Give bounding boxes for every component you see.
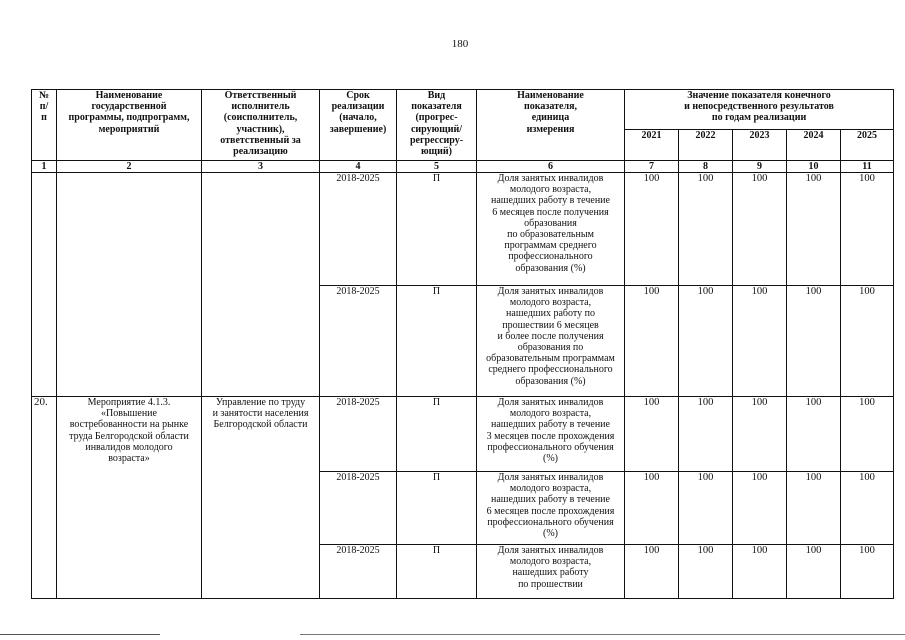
value-cell: 100 bbox=[733, 173, 787, 286]
header-indicator-name: Наименование показателя, единица измерения bbox=[477, 90, 625, 161]
program-name-cell bbox=[57, 173, 202, 397]
value-cell: 100 bbox=[733, 286, 787, 397]
value-cell: 100 bbox=[733, 472, 787, 545]
header-executor: Ответственный исполнитель (соисполнитель, участник), ответственный за реализацию bbox=[202, 90, 320, 161]
value-cell: 100 bbox=[841, 286, 894, 397]
indicator-type-cell: П bbox=[397, 397, 477, 472]
executor-cell bbox=[202, 173, 320, 397]
term-cell: 2018-2025 bbox=[320, 545, 397, 599]
term-cell: 2018-2025 bbox=[320, 397, 397, 472]
row-number bbox=[32, 173, 57, 397]
header-program-name: Наименование государственной программы, подпрограмм, мероприятий bbox=[57, 90, 202, 161]
value-cell: 100 bbox=[841, 545, 894, 599]
column-number: 2 bbox=[57, 161, 202, 173]
program-table bbox=[31, 89, 894, 599]
value-cell: 100 bbox=[679, 286, 733, 397]
value-cell: 100 bbox=[679, 397, 733, 472]
value-cell: 100 bbox=[841, 173, 894, 286]
column-number: 3 bbox=[202, 161, 320, 173]
value-cell: 100 bbox=[787, 286, 841, 397]
indicator-type-cell: П bbox=[397, 286, 477, 397]
column-number: 9 bbox=[733, 161, 787, 173]
indicator-type-cell: П bbox=[397, 545, 477, 599]
column-number: 1 bbox=[32, 161, 57, 173]
value-cell: 100 bbox=[625, 472, 679, 545]
header-indicator-type: Вид показателя (прогрес- сирующий/ регрессиру- ющий) bbox=[397, 90, 477, 161]
value-cell: 100 bbox=[787, 173, 841, 286]
header-year: 2024 bbox=[787, 130, 841, 161]
column-number: 7 bbox=[625, 161, 679, 173]
column-number: 8 bbox=[679, 161, 733, 173]
indicator-name-cell: Доля занятых инвалидов молодого возраста, нашедших работу по прошествии 6 месяцев и более после получения образования по образовательным программам среднего профессионального образования (%) bbox=[477, 286, 625, 397]
header-year: 2021 bbox=[625, 130, 679, 161]
column-number: 10 bbox=[787, 161, 841, 173]
header-year: 2025 bbox=[841, 130, 894, 161]
indicator-name-cell: Доля занятых инвалидов молодого возраста, нашедших работу в течение 3 месяцев после прохождения профессионального обучения (%) bbox=[477, 397, 625, 472]
value-cell: 100 bbox=[787, 545, 841, 599]
row-number: 20. bbox=[32, 397, 57, 599]
table-row bbox=[32, 173, 894, 286]
header-values-group: Значение показателя конечного и непосредственного результатов по годам реализации bbox=[625, 90, 894, 130]
value-cell: 100 bbox=[625, 286, 679, 397]
page-edge-line bbox=[300, 634, 905, 635]
indicator-name-cell: Доля занятых инвалидов молодого возраста, нашедших работу по прошествии bbox=[477, 545, 625, 599]
value-cell: 100 bbox=[679, 472, 733, 545]
term-cell: 2018-2025 bbox=[320, 472, 397, 545]
value-cell: 100 bbox=[787, 472, 841, 545]
indicator-name-cell: Доля занятых инвалидов молодого возраста, нашедших работу в течение 6 месяцев после прохождения профессионального обучения (%) bbox=[477, 472, 625, 545]
value-cell: 100 bbox=[841, 472, 894, 545]
column-number: 5 bbox=[397, 161, 477, 173]
value-cell: 100 bbox=[625, 397, 679, 472]
column-number: 4 bbox=[320, 161, 397, 173]
header-number: № п/ п bbox=[32, 90, 57, 161]
value-cell: 100 bbox=[841, 397, 894, 472]
value-cell: 100 bbox=[625, 173, 679, 286]
column-numbers-row bbox=[32, 161, 894, 173]
page-edge-line bbox=[0, 634, 160, 635]
column-number: 11 bbox=[841, 161, 894, 173]
value-cell: 100 bbox=[787, 397, 841, 472]
table-row bbox=[32, 397, 894, 472]
indicator-type-cell: П bbox=[397, 173, 477, 286]
header-year: 2023 bbox=[733, 130, 787, 161]
term-cell: 2018-2025 bbox=[320, 286, 397, 397]
value-cell: 100 bbox=[625, 545, 679, 599]
executor-cell: Управление по труду и занятости населения Белгородской области bbox=[202, 397, 320, 599]
indicator-name-cell: Доля занятых инвалидов молодого возраста, нашедших работу в течение 6 месяцев после получения образования по образовательным программам среднего профессионального образования (%) bbox=[477, 173, 625, 286]
header-term: Срок реализации (начало, завершение) bbox=[320, 90, 397, 161]
column-number: 6 bbox=[477, 161, 625, 173]
value-cell: 100 bbox=[733, 545, 787, 599]
program-name-cell: Мероприятие 4.1.3. «Повышение востребованности на рынке труда Белгородской области инвалидов молодого возраста» bbox=[57, 397, 202, 599]
value-cell: 100 bbox=[679, 545, 733, 599]
value-cell: 100 bbox=[679, 173, 733, 286]
indicator-type-cell: П bbox=[397, 472, 477, 545]
value-cell: 100 bbox=[733, 397, 787, 472]
header-year: 2022 bbox=[679, 130, 733, 161]
term-cell: 2018-2025 bbox=[320, 173, 397, 286]
page-number: 180 bbox=[451, 38, 469, 50]
